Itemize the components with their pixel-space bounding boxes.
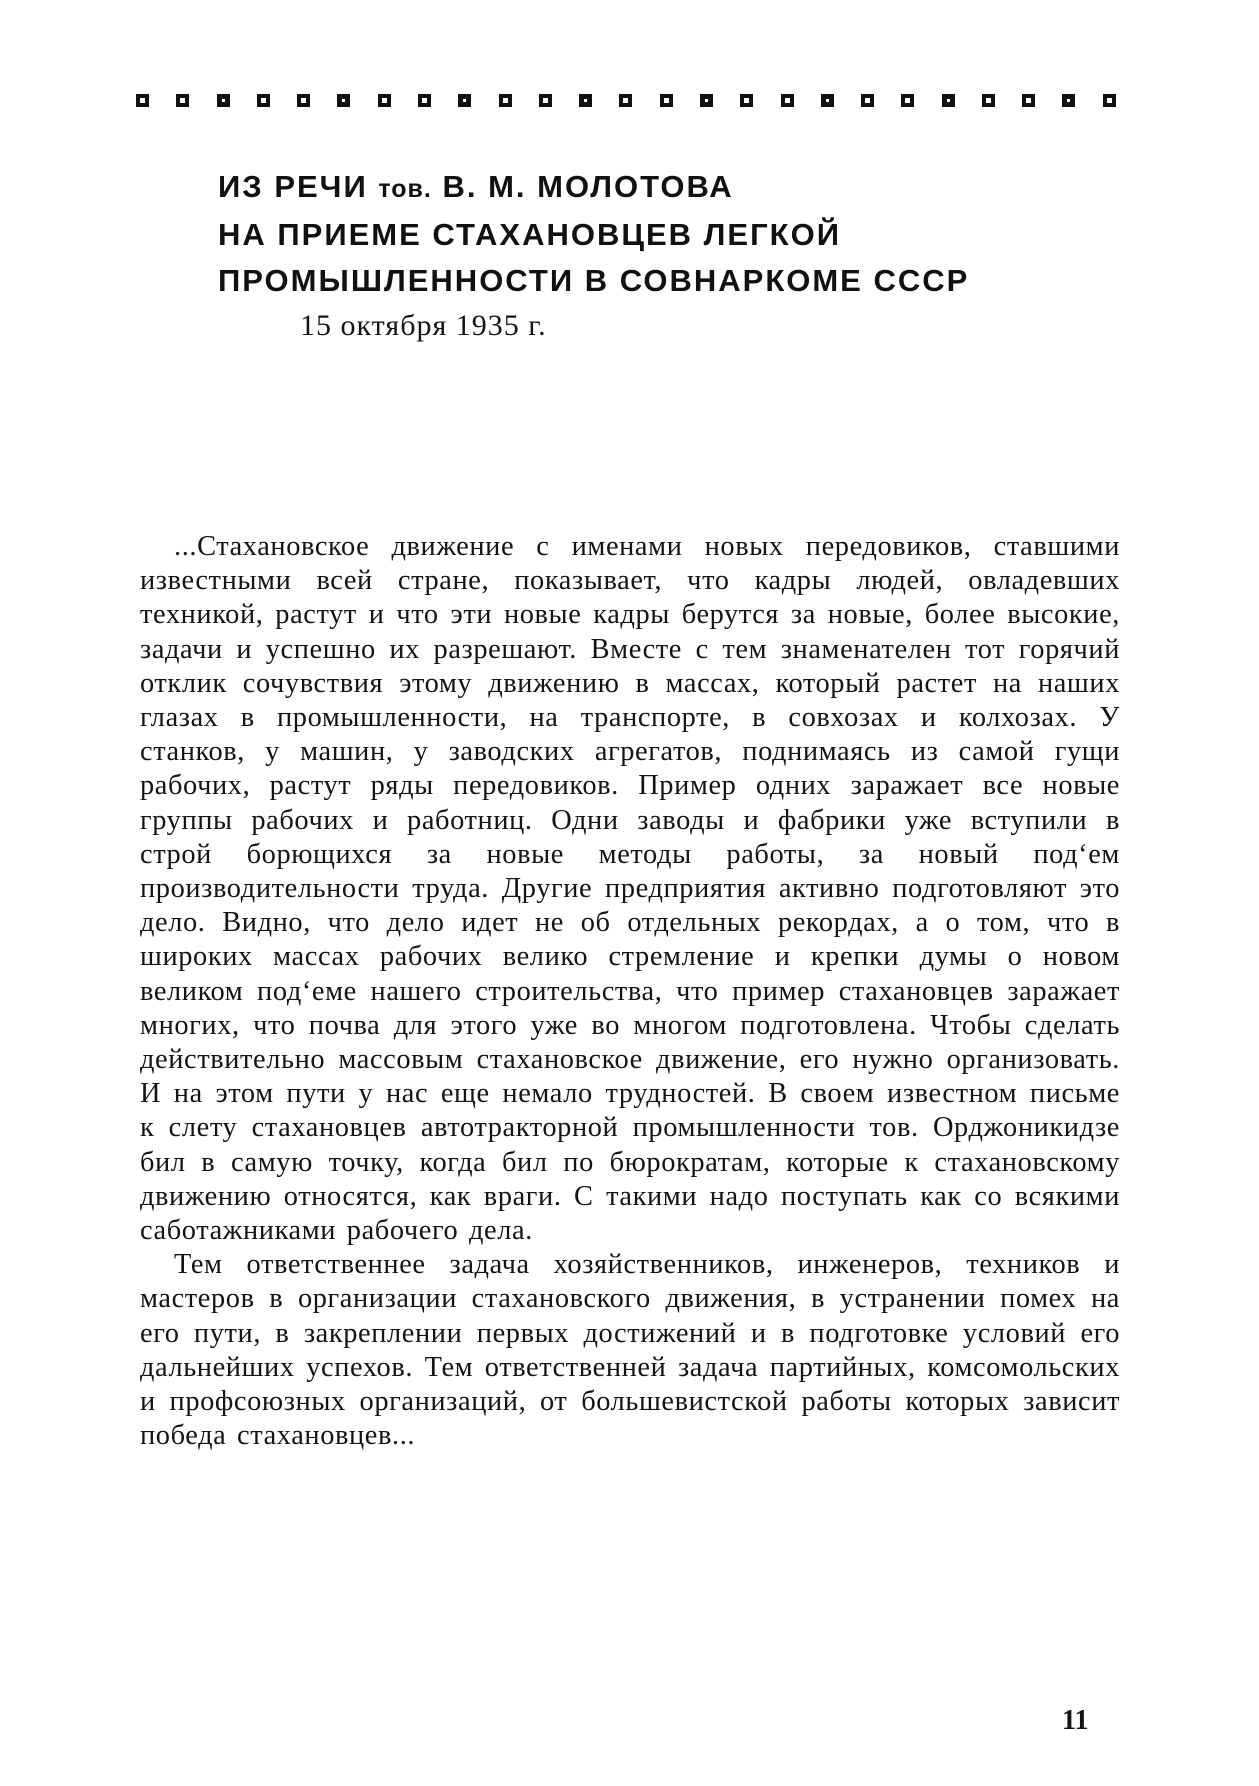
article-title [218,164,1038,304]
ornament-square [1103,94,1116,107]
ornament-square [257,94,270,107]
ornament-square [176,94,189,107]
ornament-square [901,94,914,107]
page-number: 11 [1062,1705,1089,1736]
ornament-square [982,94,995,107]
ornament-square [297,94,310,107]
title-line-3: ПРОМЫШЛЕННОСТИ В СОВНАРКОМЕ СССР [218,263,970,298]
ornament-square [337,94,350,107]
ornament-border [136,90,1116,110]
ornament-square [499,94,512,107]
body-paragraph-2: Тем ответственнее задача хозяйственников, инженеров, техников и мастеров в организации стахановского движения, в устранении помех на его пути, в закреплении первых достижений и в подготовке условий его дальнейших успехов. Тем ответственней задача партийных, комсомольских и профсоюзных организаций, от большевистской работы которых зависит победа стахановцев... [140,1249,1120,1452]
ornament-square [418,94,431,107]
ornament-square [781,94,794,107]
title-line-1 [218,164,1038,212]
ornament-square [458,94,471,107]
ornament-square [619,94,632,107]
ornament-square [821,94,834,107]
title-speaker-name: В. М. МОЛОТОВА [442,169,734,204]
ornament-square [942,94,955,107]
ornament-square [217,94,230,107]
ornament-square [1022,94,1035,107]
ornament-square [378,94,391,107]
ornament-square [861,94,874,107]
ornament-square [136,94,149,107]
title-prefix: ИЗ РЕЧИ [218,169,368,204]
ornament-square [1062,94,1075,107]
speech-date: 15 октября 1935 г. [300,309,547,342]
body-paragraph-1: ...Стахановское движение с именами новых передовиков, ставшими известными всей стране, показывает, что кадры людей, овладевших техникой, растут и что эти новые кадры берутся за новые, более высокие, задачи и успешно их разрешают. Вместе с тем знаменателен тот горячий отклик сочувствия этому движению в массах, который растет на наших глазах в промышленности, на транспорте, в совхозах и колхозах. У станков, у машин, у заводских агрегатов, поднимаясь из самой гущи рабочих, растут ряды передовиков. Пример одних заражает все новые группы рабочих и работниц. Одни заводы и фабрики уже вступили в строй борющихся за новые методы работы, за новый под‘ем производительности труда. Другие предприятия активно подготовляют это дело. Видно, что дело идет не об отдельных рекордах, а о том, что в широких массах рабочих велико стремление и крепки думы о новом великом под‘еме нашего строительства, что пример стахановцев заражает многих, что почва для этого уже во многом подготовлена. Чтобы сделать действительно массовым стахановское движение, его нужно организовать. И на этом пути у нас еще немало трудностей. В своем известном письме к слету стахановцев автотракторной промышленности тов. Орджоникидзе бил в самую точку, когда бил по бюрократам, которые к стахановскому движению относятся, как враги. С такими надо поступать как со всякими саботажниками рабочего дела. [140,531,1120,1247]
ornament-square [539,94,552,107]
ornament-square [740,94,753,107]
ornament-square [700,94,713,107]
title-line-2: НА ПРИЕМЕ СТАХАНОВЦЕВ ЛЕГКОЙ [218,217,841,252]
article-body [140,530,1120,1453]
ornament-square [579,94,592,107]
ornament-square [660,94,673,107]
title-honorific: тов. [378,175,432,203]
